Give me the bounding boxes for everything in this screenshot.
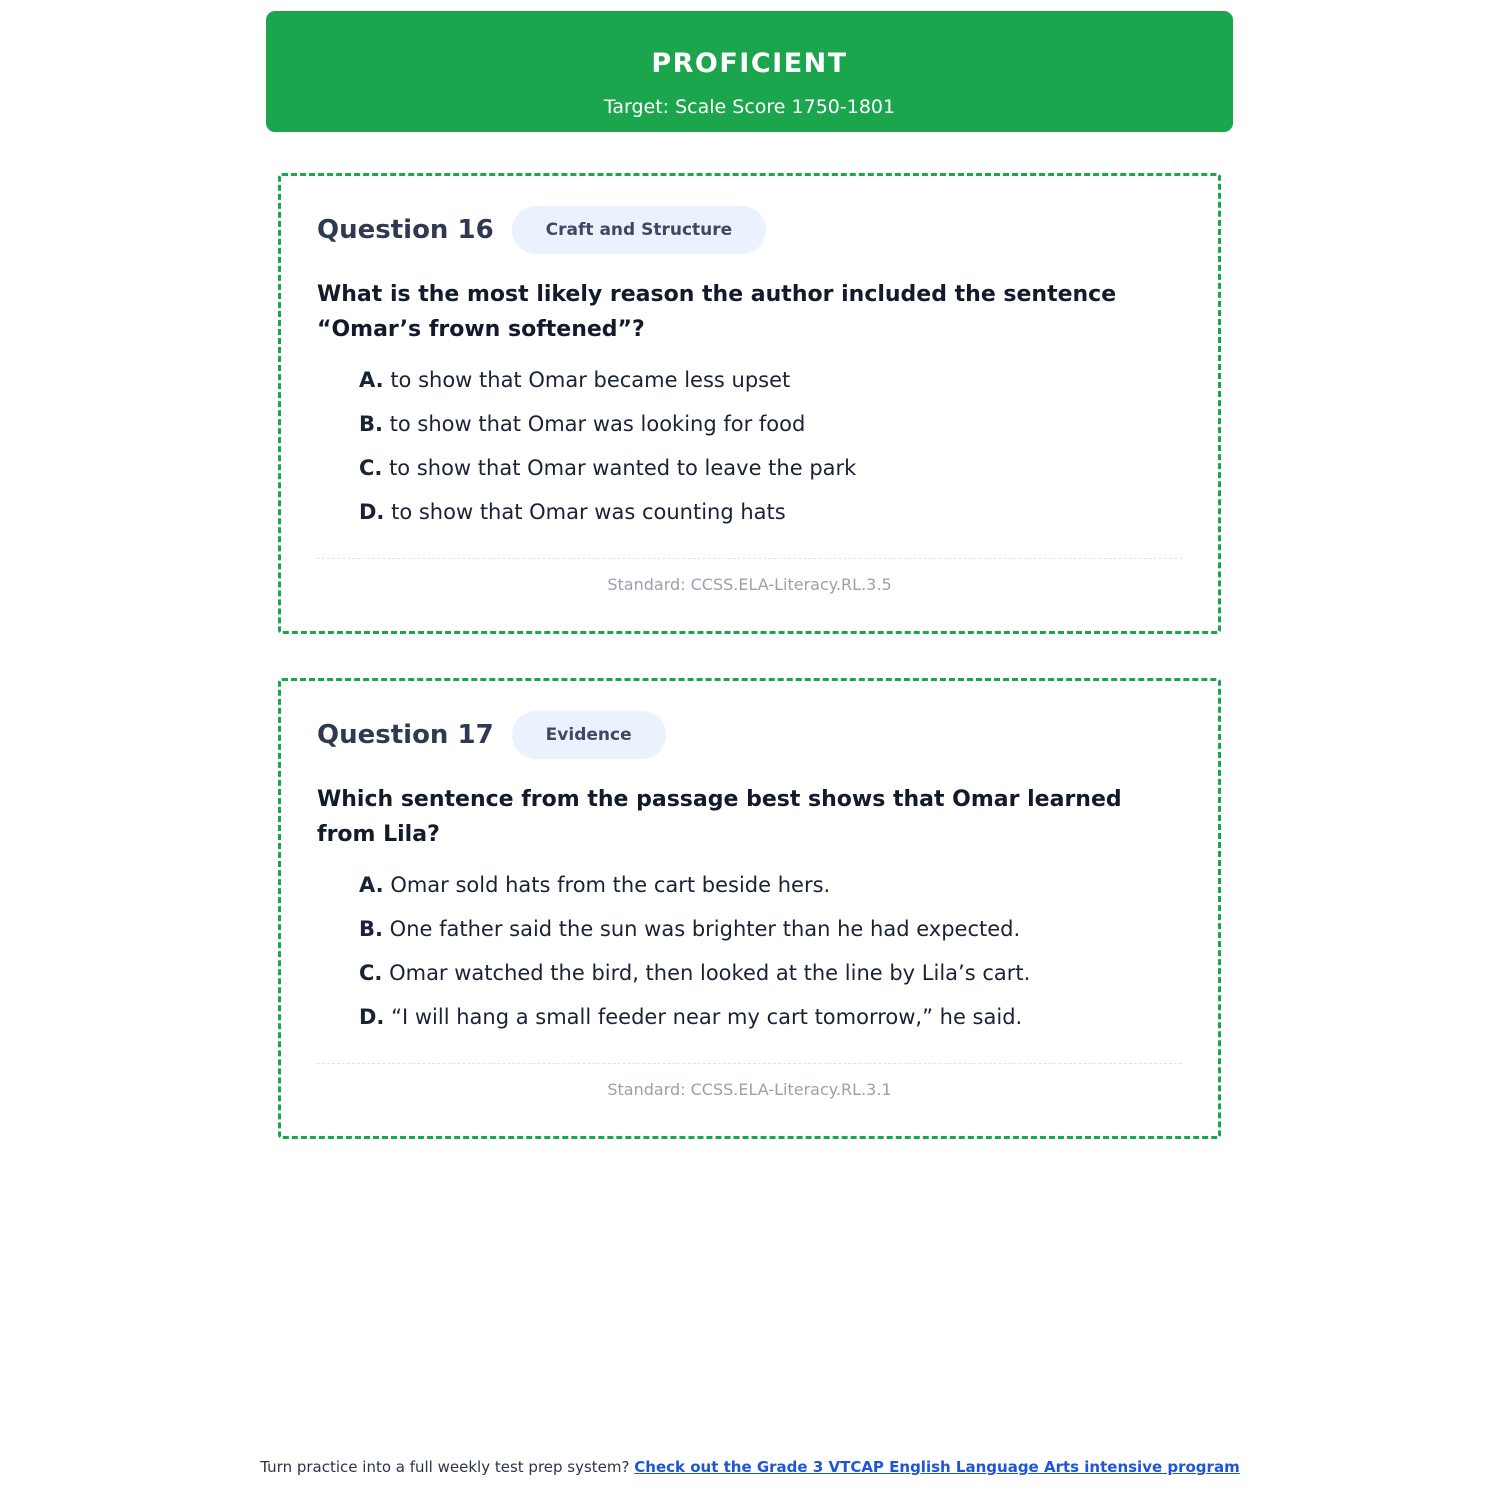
answer-choices — [359, 366, 856, 542]
question-header — [317, 711, 666, 759]
choice-text: to show that Omar became less upset — [390, 368, 791, 392]
answer-choice[interactable] — [359, 366, 856, 410]
skill-badge: Evidence — [512, 711, 666, 759]
question-card — [278, 173, 1221, 634]
banner-subtitle: Target: Scale Score 1750-1801 — [603, 96, 896, 118]
level-banner — [266, 11, 1233, 132]
divider — [317, 1063, 1182, 1064]
answer-choice[interactable] — [359, 959, 1030, 1003]
choice-text: “I will hang a small feeder near my cart tomorrow,” he said. — [391, 1005, 1023, 1029]
choice-letter: D. — [359, 1005, 385, 1029]
question-title: Question 16 — [317, 215, 494, 245]
question-header — [317, 206, 766, 254]
standard-label: Standard: CCSS.ELA-Literacy.RL.3.1 — [607, 1080, 892, 1099]
answer-choice[interactable] — [359, 410, 856, 454]
answer-choice[interactable] — [359, 871, 1030, 915]
choice-letter: C. — [359, 456, 383, 480]
choice-letter: B. — [359, 917, 383, 941]
choice-letter: D. — [359, 500, 385, 524]
choice-letter: A. — [359, 873, 384, 897]
choice-letter: C. — [359, 961, 383, 985]
skill-badge: Craft and Structure — [512, 206, 767, 254]
answer-choice[interactable] — [359, 454, 856, 498]
divider — [317, 558, 1182, 559]
answer-choices — [359, 871, 1030, 1047]
question-prompt: What is the most likely reason the author included the sentence “Omar’s frown softened”? — [317, 282, 1117, 342]
answer-choice[interactable] — [359, 498, 856, 542]
choice-text: to show that Omar was looking for food — [389, 412, 806, 436]
question-title: Question 17 — [317, 720, 494, 750]
program-link[interactable]: Check out the Grade 3 VTCAP English Language Arts intensive program — [634, 1458, 1240, 1476]
answer-choice[interactable] — [359, 915, 1030, 959]
question-card — [278, 678, 1221, 1139]
promo-footer — [0, 1457, 1500, 1477]
banner-title: PROFICIENT — [651, 48, 848, 79]
choice-letter: A. — [359, 368, 384, 392]
choice-text: One father said the sun was brighter than he had expected. — [389, 917, 1021, 941]
question-prompt: Which sentence from the passage best shows that Omar learned from Lila? — [317, 787, 1122, 847]
choice-text: to show that Omar wanted to leave the park — [389, 456, 857, 480]
choice-letter: B. — [359, 412, 383, 436]
choice-text: to show that Omar was counting hats — [391, 500, 786, 524]
standard-label: Standard: CCSS.ELA-Literacy.RL.3.5 — [607, 575, 892, 594]
answer-choice[interactable] — [359, 1003, 1030, 1047]
choice-text: Omar sold hats from the cart beside hers. — [390, 873, 831, 897]
choice-text: Omar watched the bird, then looked at the line by Lila’s cart. — [389, 961, 1031, 985]
footer-text: Turn practice into a full weekly test prep system? — [260, 1458, 630, 1476]
